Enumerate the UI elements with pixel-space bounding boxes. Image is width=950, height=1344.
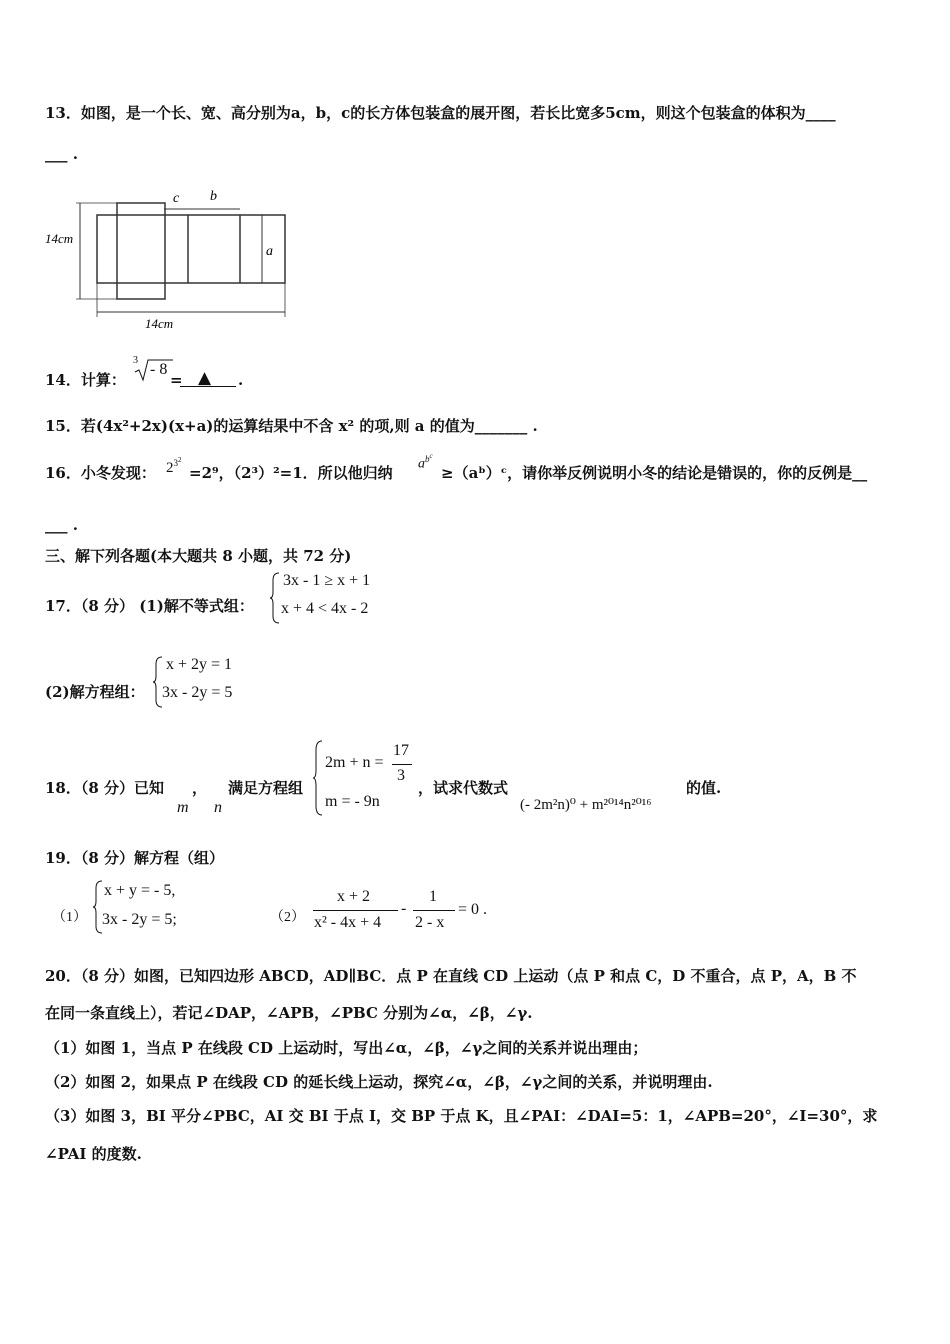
q13-tail: ___ . [45,145,78,163]
q19-frac1-den: x² - 4x + 4 [314,914,382,931]
q18-eq1-lhs: 2m + n = [325,754,384,771]
fig-left-label: 14cm [45,231,74,246]
q15-text: 15．若(4x²+2x)(x+a)的运算结果中不含 x² 的项,则 a 的值为_______ . [45,417,538,435]
q18-var-n: n [214,799,222,816]
q16-a-power: $a^{b^c}$ [418,452,433,472]
brace-q17-1 [269,572,281,624]
q14-root-index: 3 [133,355,138,366]
q17-ineq-2: x + 4 < 4x - 2 [281,600,369,617]
q14-radicand: - 8 [150,361,168,378]
q19-part1-label: （1） [52,910,87,925]
q18-mid: 满足方程组 [228,779,304,797]
net-vertical-strip [117,203,165,299]
q20-line-6: ∠PAI 的度数. [45,1145,142,1163]
q13-text: 13．如图，是一个长、宽、高分别为a，b，c的长方体包装盒的展开图，若长比宽多5cm，则这个包装盒的体积为____ [45,104,836,122]
q14-label: 14．计算： [45,371,126,389]
box-net-figure [40,185,290,335]
q16-part2: ≥（aᵇ）ᶜ，请你举反例说明小冬的结论是错误的，你的反例是__ [441,464,868,482]
q18-frac-bar [392,764,412,765]
section-3-heading: 三、解下列各题(本大题共 8 小题，共 72 分) [45,547,352,565]
q18-label: 18．（8 分）已知 [45,779,165,797]
q19-frac2-num: 1 [429,888,437,905]
q18-frac-den: 3 [397,767,405,784]
fig-bottom-label: 14cm [145,316,174,331]
q17-label: 17．（8 分） (1)解不等式组： [45,597,254,615]
q20-line-4: （2）如图 2，如果点 P 在线段 CD 的延长线上运动，探究∠α，∠β，∠γ之间的关系，并说明理由. [45,1073,713,1091]
q18-var-m: m [177,799,189,816]
q19-frac1-bar [313,910,398,911]
q18-expression: (- 2m²n)⁰ + m²⁰¹⁴n²⁰¹⁶ [520,797,652,813]
q19-label: 19．（8 分）解方程（组） [45,849,225,867]
q19-frac1-num: x + 2 [337,888,371,905]
q19-part2-label: （2） [270,910,305,925]
fig-a-label: a [266,244,273,259]
q20-line-1: 20．（8 分）如图，已知四边形 ABCD，AD∥BC．点 P 在直线 CD 上运动（点 P 和点 C，D 不重合，点 P，A，B 不 [45,967,857,985]
q20-line-5: （3）如图 3，BI 平分∠PBC，AI 交 BI 于点 I，交 BP 于点 K，且∠PAI：∠DAI=5：1，∠APB=20°，∠I=30°，求 [45,1107,878,1125]
q18-eq2: m = - 9n [325,793,380,810]
fig-b-label: b [210,189,217,204]
q19-frac2-den: 2 - x [415,914,445,931]
fig-c-label: c [173,191,180,206]
q18-frac-num: 17 [393,742,409,759]
q18-after: ，试求代数式 [418,779,509,797]
brace-q18 [312,740,324,816]
q16-power-tower: $2^{3^2}$ [166,456,182,476]
q19-rhs: = 0 . [458,901,488,918]
q17-ineq-1: 3x - 1 ≥ x + 1 [283,572,371,589]
q19-minus: - [401,900,407,917]
q19-frac2-bar [413,910,455,911]
q18-comma: ， [192,779,208,797]
q18-end: 的值. [686,779,722,797]
q16-label: 16．小冬发现： [45,464,156,482]
q17-part2-label: (2)解方程组： [45,683,145,701]
q16-part1: =2⁹，（2³）²=1．所以他归纳 [189,464,393,482]
q17-eq-1: x + 2y = 1 [166,656,233,673]
net-horizontal-strip [97,215,285,283]
q14-triangle-mark: ▲ [198,368,212,388]
q19-sys-2: 3x - 2y = 5; [102,911,177,928]
q14-tail: . [238,371,244,389]
q20-line-3: （1）如图 1，当点 P 在线段 CD 上运动时，写出∠α，∠β，∠γ之间的关系并说出理由； [45,1039,648,1057]
q17-eq-2: 3x - 2y = 5 [162,684,233,701]
q19-sys-1: x + y = - 5, [104,882,176,899]
q16-tail: ___ . [45,516,78,534]
q14-equals: = [170,371,183,389]
q20-line-2: 在同一条直线上），若记∠DAP，∠APB，∠PBC 分别为∠α，∠β，∠γ. [45,1004,533,1022]
